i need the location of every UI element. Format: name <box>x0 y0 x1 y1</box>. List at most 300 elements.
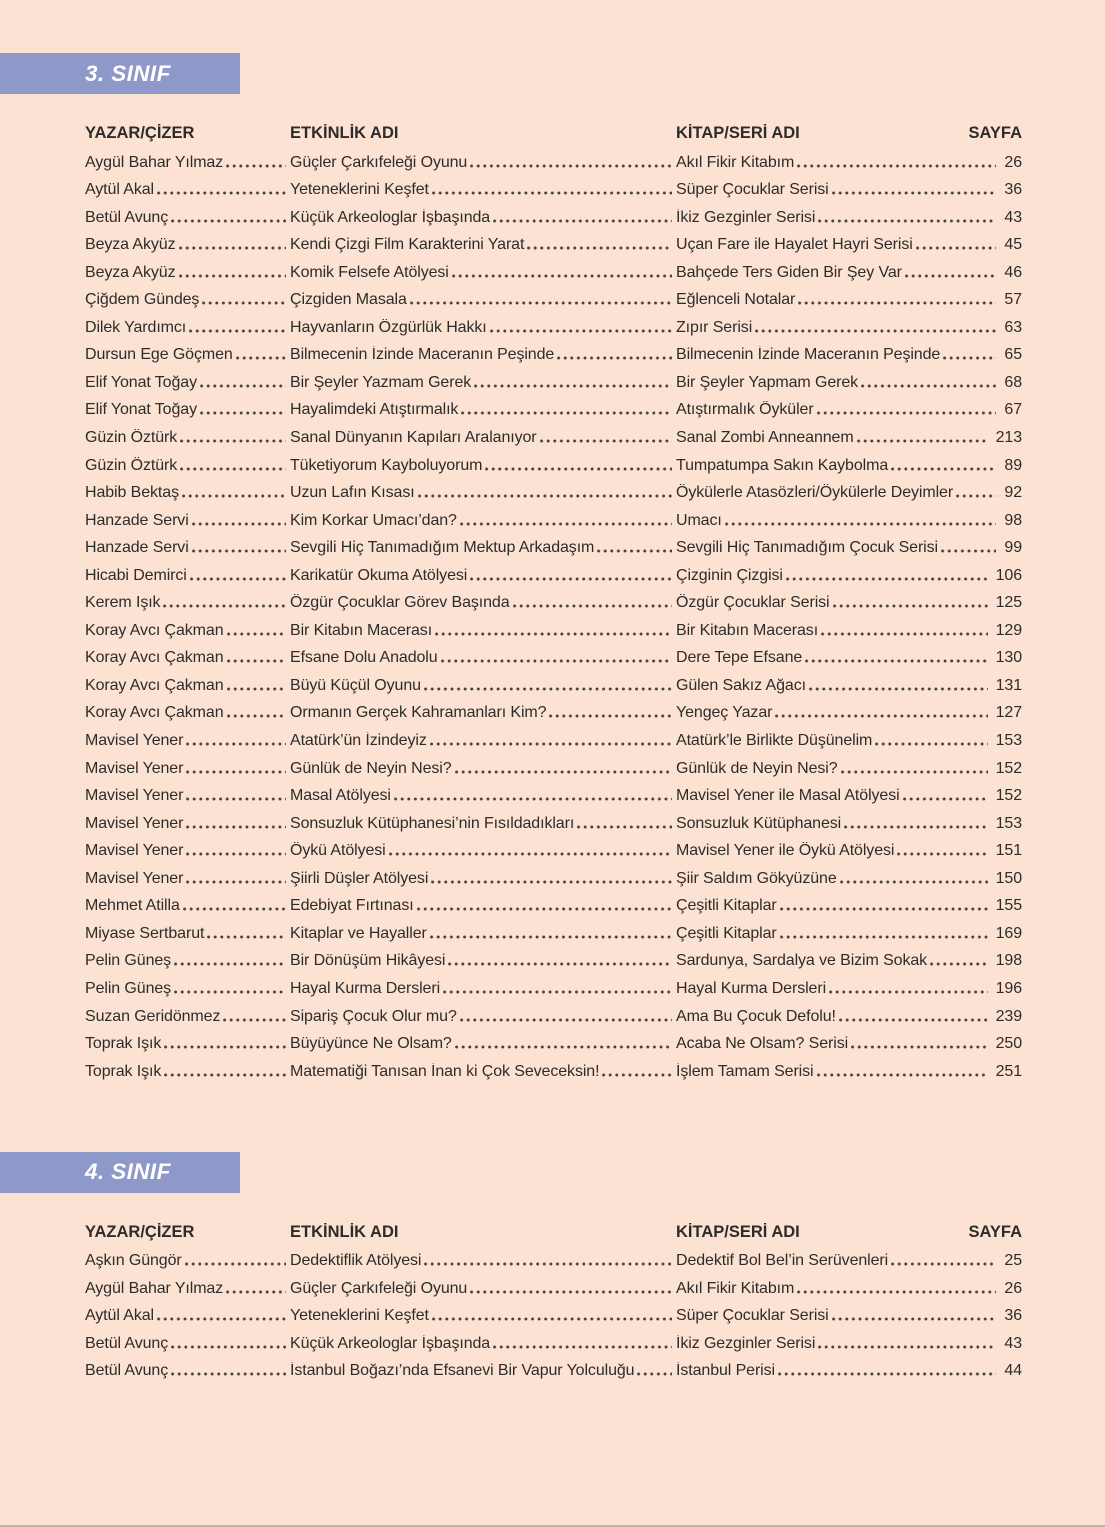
author-cell <box>85 980 290 998</box>
book-cell <box>676 512 1022 530</box>
dot-leader <box>857 439 988 443</box>
dot-leader <box>474 384 672 388</box>
dot-leader <box>174 962 286 966</box>
activity-name: Bilmecenin İzinde Maceranın Peşinde <box>290 346 555 364</box>
book-series-name: İkiz Gezginler Serisi <box>676 1334 816 1352</box>
page-number: 125 <box>995 594 1022 612</box>
dot-leader <box>839 1018 988 1022</box>
table-row <box>85 286 1022 314</box>
activity-name: Şiirli Düşler Atölyesi <box>290 869 429 887</box>
book-cell <box>676 1362 1022 1380</box>
table-row <box>85 837 1022 865</box>
table-row <box>85 1002 1022 1030</box>
activity-name: Uzun Lafın Kısası <box>290 484 415 502</box>
book-series-name: Çizginin Çizgisi <box>676 566 783 584</box>
dot-leader <box>485 467 672 471</box>
dot-leader <box>418 494 672 498</box>
book-cell <box>676 704 1022 722</box>
author-name: Miyase Sertbarut <box>85 924 205 942</box>
table-row <box>85 1247 1022 1275</box>
author-name: Hicabi Demirci <box>85 566 187 584</box>
section-title: 3. SINIF <box>85 60 171 86</box>
book-series-name: Mavisel Yener ile Masal Atölyesi <box>676 787 900 805</box>
dot-leader <box>192 549 286 553</box>
book-series-name: İstanbul Perisi <box>676 1362 775 1380</box>
author-name: Güzin Öztürk <box>85 456 178 474</box>
section-header-bar-4-sinif <box>0 1152 240 1193</box>
page-number: 65 <box>1004 346 1022 364</box>
book-cell <box>676 732 1022 750</box>
author-cell <box>85 760 290 778</box>
author-column-header: YAZAR/ÇİZER <box>85 1222 195 1241</box>
dot-leader <box>805 659 987 663</box>
author-cell <box>85 704 290 722</box>
table-row <box>85 644 1022 672</box>
activity-name: Öykü Atölyesi <box>290 842 386 860</box>
dot-leader <box>778 1372 996 1376</box>
book-cell <box>676 677 1022 695</box>
dot-leader <box>818 219 996 223</box>
page-number: 151 <box>995 842 1022 860</box>
book-cell <box>676 1035 1022 1053</box>
book-series-name: Dedektif Bol Bel’in Serüvenleri <box>676 1252 889 1270</box>
book-cell <box>676 181 1022 199</box>
dot-leader <box>389 852 672 856</box>
book-series-name: Akıl Fikir Kitabım <box>676 153 795 171</box>
book-cell <box>676 1307 1022 1325</box>
activity-cell <box>290 1063 676 1081</box>
author-name: Toprak Işık <box>85 1062 162 1080</box>
book-series-name: Sevgili Hiç Tanımadığım Çocuk Serisi <box>676 539 938 557</box>
author-cell <box>85 870 290 888</box>
activity-cell <box>290 1008 676 1026</box>
activity-name: Bir Dönüşüm Hikâyesi <box>290 952 446 970</box>
dot-leader <box>903 797 988 801</box>
activity-cell <box>290 732 676 750</box>
author-name: Betül Avunç <box>85 1334 169 1352</box>
book-series-name: Atıştırmalık Öyküler <box>676 401 814 419</box>
activity-name: Karikatür Okuma Atölyesi <box>290 566 468 584</box>
book-cell <box>676 842 1022 860</box>
page-number: 196 <box>995 979 1022 997</box>
author-name: Mavisel Yener <box>85 787 184 805</box>
dot-leader <box>189 329 286 333</box>
book-series-name: Mavisel Yener ile Öykü Atölyesi <box>676 842 895 860</box>
author-cell <box>85 264 290 282</box>
activity-cell <box>290 787 676 805</box>
page-number: 26 <box>1004 1279 1022 1297</box>
table-row <box>85 589 1022 617</box>
book-series-name: İkiz Gezginler Serisi <box>676 208 816 226</box>
book-series-name: Bahçede Ters Giden Bir Şey Var <box>676 263 902 281</box>
dot-leader <box>540 439 672 443</box>
page-number: 92 <box>1004 484 1022 502</box>
author-cell <box>85 732 290 750</box>
activity-name: Hayalimdeki Atıştırmalık <box>290 401 459 419</box>
dot-leader <box>460 522 672 526</box>
author-name: Hanzade Servi <box>85 511 189 529</box>
activity-name: Masal Atölyesi <box>290 787 391 805</box>
author-name: Beyza Akyüz <box>85 263 176 281</box>
dot-leader <box>164 1073 286 1077</box>
dot-leader <box>223 1018 286 1022</box>
page-number: 68 <box>1004 373 1022 391</box>
activity-cell <box>290 154 676 172</box>
dot-leader <box>786 577 988 581</box>
activity-name: Kim Korkar Umacı’dan? <box>290 511 457 529</box>
dot-leader <box>833 604 988 608</box>
dot-leader <box>577 825 672 829</box>
index-table-4-sinif <box>85 1217 1022 1385</box>
dot-leader <box>424 1262 672 1266</box>
page-number: 169 <box>995 924 1022 942</box>
dot-leader <box>410 301 672 305</box>
activity-cell <box>290 264 676 282</box>
dot-leader <box>455 1045 672 1049</box>
dot-leader <box>186 742 286 746</box>
dot-leader <box>832 1317 997 1321</box>
activity-name: Atatürk’ün İzindeyiz <box>290 732 427 750</box>
dot-leader <box>597 549 672 553</box>
book-cell <box>676 1063 1022 1081</box>
page-number: 251 <box>995 1062 1022 1080</box>
dot-leader <box>179 274 286 278</box>
dot-leader <box>809 687 988 691</box>
activity-name: Tüketiyorum Kayboluyorum <box>290 456 483 474</box>
table-body <box>85 1247 1022 1385</box>
activity-cell <box>290 319 676 337</box>
book-column-header: KİTAP/SERİ ADI <box>676 1222 800 1241</box>
dot-leader <box>470 164 672 168</box>
index-page <box>0 53 1105 1384</box>
activity-cell <box>290 842 676 860</box>
author-cell <box>85 815 290 833</box>
book-series-name: Çeşitli Kitaplar <box>676 924 777 942</box>
book-series-name: Tumpatumpa Sakın Kaybolma <box>676 456 889 474</box>
activity-cell <box>290 567 676 585</box>
page-number: 98 <box>1004 511 1022 529</box>
dot-leader <box>171 1345 286 1349</box>
activity-cell <box>290 677 676 695</box>
dot-leader <box>452 274 672 278</box>
book-series-name: Dere Tepe Efsane <box>676 649 803 667</box>
activity-cell <box>290 815 676 833</box>
page-number: 152 <box>995 759 1022 777</box>
book-series-name: Bilmecenin İzinde Maceranın Peşinde <box>676 346 941 364</box>
author-cell <box>85 1252 290 1270</box>
table-row <box>85 754 1022 782</box>
book-cell <box>676 429 1022 447</box>
activity-cell <box>290 1035 676 1053</box>
dot-leader <box>443 990 672 994</box>
author-cell <box>85 401 290 419</box>
activity-name: Bir Şeyler Yazmam Gerek <box>290 373 472 391</box>
book-cell <box>676 760 1022 778</box>
activity-name: Özgür Çocuklar Görev Başında <box>290 594 510 612</box>
activity-cell <box>290 209 676 227</box>
table-row <box>85 203 1022 231</box>
activity-cell <box>290 980 676 998</box>
table-row <box>85 919 1022 947</box>
activity-cell <box>290 594 676 612</box>
author-name: Mavisel Yener <box>85 732 184 750</box>
activity-name: Günlük de Neyin Nesi? <box>290 759 452 777</box>
dot-leader <box>461 411 672 415</box>
dot-leader <box>470 1290 672 1294</box>
dot-leader <box>186 797 286 801</box>
dot-leader <box>448 962 672 966</box>
book-series-name: Özgür Çocuklar Serisi <box>676 594 830 612</box>
book-cell <box>676 787 1022 805</box>
dot-leader <box>455 770 672 774</box>
page-number: 155 <box>995 897 1022 915</box>
activity-name: Kendi Çizgi Film Karakterini Yarat <box>290 236 525 254</box>
activity-name: Güçler Çarkıfeleği Oyunu <box>290 1279 468 1297</box>
book-cell <box>676 154 1022 172</box>
dot-leader <box>557 356 672 360</box>
book-cell <box>676 622 1022 640</box>
activity-name: Küçük Arkeologlar İşbaşında <box>290 208 491 226</box>
activity-cell <box>290 374 676 392</box>
page-number: 63 <box>1004 318 1022 336</box>
dot-leader <box>775 714 987 718</box>
book-series-name: Zıpır Serisi <box>676 318 753 336</box>
page-number: 99 <box>1004 539 1022 557</box>
dot-leader <box>186 852 286 856</box>
author-cell <box>85 1008 290 1026</box>
page-number: 43 <box>1004 1334 1022 1352</box>
table-row <box>85 313 1022 341</box>
activity-cell <box>290 1335 676 1353</box>
book-series-name: Süper Çocuklar Serisi <box>676 1307 829 1325</box>
author-name: Mavisel Yener <box>85 759 184 777</box>
activity-name: Büyü Küçül Oyunu <box>290 676 421 694</box>
activity-name: Dedektiflik Atölyesi <box>290 1252 422 1270</box>
dot-leader <box>180 467 286 471</box>
dot-leader <box>818 1345 996 1349</box>
activity-name: Bir Kitabın Macerası <box>290 621 433 639</box>
author-name: Pelin Güneş <box>85 952 172 970</box>
book-series-name: Uçan Fare ile Hayalet Hayri Serisi <box>676 236 913 254</box>
activity-cell <box>290 429 676 447</box>
book-cell <box>676 539 1022 557</box>
activity-name: Büyüyünce Ne Olsam? <box>290 1035 452 1053</box>
dot-leader <box>891 1262 996 1266</box>
activity-cell <box>290 346 676 364</box>
author-cell <box>85 952 290 970</box>
book-series-name: Acaba Ne Olsam? Serisi <box>676 1035 849 1053</box>
book-cell <box>676 649 1022 667</box>
dot-leader <box>157 191 286 195</box>
page-number: 26 <box>1004 153 1022 171</box>
author-name: Elif Yonat Toğay <box>85 401 197 419</box>
activity-cell <box>290 291 676 309</box>
book-cell <box>676 374 1022 392</box>
dot-leader <box>797 1290 996 1294</box>
dot-leader <box>226 1290 286 1294</box>
page-number: 131 <box>995 676 1022 694</box>
book-series-name: Ama Bu Çocuk Defolu! <box>676 1007 836 1025</box>
page-number: 150 <box>995 869 1022 887</box>
page-number: 89 <box>1004 456 1022 474</box>
dot-leader <box>755 329 996 333</box>
author-name: Aygül Bahar Yılmaz <box>85 153 224 171</box>
author-name: Suzan Geridönmez <box>85 1007 221 1025</box>
activity-cell <box>290 484 676 502</box>
book-series-name: Şiir Saldım Gökyüzüne <box>676 869 837 887</box>
table-row <box>85 1302 1022 1330</box>
dot-leader <box>797 164 996 168</box>
dot-leader <box>432 191 672 195</box>
table-row <box>85 1057 1022 1085</box>
author-cell <box>85 319 290 337</box>
table-row <box>85 699 1022 727</box>
book-cell <box>676 264 1022 282</box>
dot-leader <box>183 907 286 911</box>
dot-leader <box>780 935 988 939</box>
table-row <box>85 616 1022 644</box>
table-row <box>85 506 1022 534</box>
activity-name: Küçük Arkeologlar İşbaşında <box>290 1334 491 1352</box>
book-cell <box>676 346 1022 364</box>
section-title: 4. SINIF <box>85 1159 171 1185</box>
dot-leader <box>227 714 286 718</box>
dot-leader <box>817 411 997 415</box>
activity-cell <box>290 181 676 199</box>
table-row <box>85 148 1022 176</box>
activity-cell <box>290 704 676 722</box>
dot-leader <box>897 852 987 856</box>
page-number: 153 <box>995 732 1022 750</box>
page-number: 153 <box>995 814 1022 832</box>
activity-name: Kitaplar ve Hayaller <box>290 924 427 942</box>
book-cell <box>676 236 1022 254</box>
dot-leader <box>186 770 286 774</box>
book-cell <box>676 484 1022 502</box>
author-name: Aygül Bahar Yılmaz <box>85 1279 224 1297</box>
dot-leader <box>829 990 988 994</box>
dot-leader <box>200 411 286 415</box>
book-cell <box>676 870 1022 888</box>
dot-leader <box>549 714 672 718</box>
dot-leader <box>905 274 997 278</box>
author-cell <box>85 567 290 585</box>
dot-leader <box>164 1045 286 1049</box>
activity-name: Komik Felsefe Atölyesi <box>290 263 449 281</box>
author-cell <box>85 154 290 172</box>
author-cell <box>85 236 290 254</box>
author-name: Koray Avcı Çakman <box>85 621 224 639</box>
author-cell <box>85 181 290 199</box>
dot-leader <box>460 1018 672 1022</box>
book-cell <box>676 925 1022 943</box>
author-cell <box>85 1063 290 1081</box>
author-name: Aşkın Güngör <box>85 1252 182 1270</box>
dot-leader <box>190 577 286 581</box>
book-cell <box>676 567 1022 585</box>
author-cell <box>85 594 290 612</box>
author-cell <box>85 1035 290 1053</box>
activity-cell <box>290 952 676 970</box>
author-cell <box>85 291 290 309</box>
book-cell <box>676 952 1022 970</box>
author-name: Habib Bektaş <box>85 484 179 502</box>
activity-column-header: ETKİNLİK ADI <box>290 1222 399 1241</box>
book-series-name: Sonsuzluk Kütüphanesi <box>676 814 842 832</box>
table-row <box>85 974 1022 1002</box>
author-name: Mehmet Atilla <box>85 897 180 915</box>
activity-cell <box>290 1280 676 1298</box>
page-number: 67 <box>1004 401 1022 419</box>
book-column-header-cell <box>676 124 1022 143</box>
page-number: 127 <box>995 704 1022 722</box>
activity-cell <box>290 539 676 557</box>
author-cell <box>85 209 290 227</box>
author-cell <box>85 1335 290 1353</box>
page-number: 36 <box>1004 181 1022 199</box>
book-cell <box>676 815 1022 833</box>
activity-name: Hayvanların Özgürlük Hakkı <box>290 318 487 336</box>
book-cell <box>676 1008 1022 1026</box>
dot-leader <box>832 191 997 195</box>
book-series-name: Gülen Sakız Ağacı <box>676 676 806 694</box>
author-cell <box>85 677 290 695</box>
page-number: 152 <box>995 787 1022 805</box>
table-row <box>85 892 1022 920</box>
author-name: Beyza Akyüz <box>85 236 176 254</box>
activity-cell <box>290 925 676 943</box>
book-series-name: İşlem Tamam Serisi <box>676 1062 814 1080</box>
author-name: Toprak Işık <box>85 1035 162 1053</box>
author-cell <box>85 346 290 364</box>
author-cell <box>85 484 290 502</box>
book-cell <box>676 209 1022 227</box>
dot-leader <box>817 1073 988 1077</box>
dot-leader <box>930 962 988 966</box>
dot-leader <box>236 356 286 360</box>
table-row <box>85 809 1022 837</box>
book-column-header: KİTAP/SERİ ADI <box>676 124 800 142</box>
author-column-header-cell <box>85 124 290 143</box>
table-row <box>85 341 1022 369</box>
page-number: 129 <box>995 621 1022 639</box>
activity-name: Sonsuzluk Kütüphanesi’nin Fısıldadıkları <box>290 814 575 832</box>
dot-leader <box>527 246 672 250</box>
dot-leader <box>780 907 988 911</box>
table-row <box>85 423 1022 451</box>
book-series-name: Atatürk’le Birlikte Düşünelim <box>676 732 873 750</box>
author-name: Kerem Işık <box>85 594 161 612</box>
book-cell <box>676 291 1022 309</box>
dot-leader <box>431 880 672 884</box>
author-cell <box>85 897 290 915</box>
author-name: Koray Avcı Çakman <box>85 704 224 722</box>
table-header-row <box>85 1217 1022 1247</box>
author-name: Hanzade Servi <box>85 539 189 557</box>
page-column-header: SAYFA <box>968 124 1022 142</box>
page-number: 130 <box>995 649 1022 667</box>
dot-leader <box>470 577 672 581</box>
dot-leader <box>174 990 286 994</box>
author-cell <box>85 787 290 805</box>
book-series-name: Süper Çocuklar Serisi <box>676 181 829 199</box>
dot-leader <box>637 1372 672 1376</box>
page-number: 25 <box>1004 1252 1022 1270</box>
dot-leader <box>441 659 672 663</box>
dot-leader <box>821 632 988 636</box>
dot-leader <box>163 604 286 608</box>
page-number: 57 <box>1004 291 1022 309</box>
